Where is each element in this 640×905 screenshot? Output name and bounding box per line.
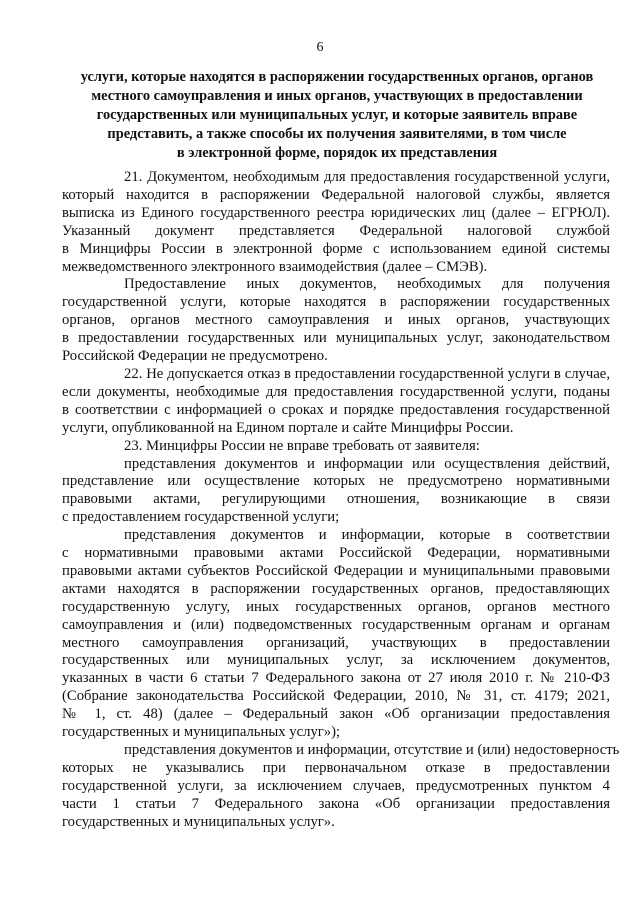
text-line: с нормативными правовыми актами Российской Федерации, нормативными — [62, 545, 610, 562]
text-line: который находится в распоряжении Федеральной налоговой службы, является — [62, 186, 610, 203]
text-line: органов, органов местного самоуправления и иных органов, участвующих — [62, 312, 610, 329]
text-line: которых не указывались при первоначальном отказе в предоставлении — [62, 759, 610, 776]
paragraph — [62, 456, 610, 528]
heading-line: услуги, которые находятся в распоряжении государственных органов, органов — [80, 69, 594, 85]
text-line: государственных и муниципальных услуг». — [62, 813, 335, 830]
text-line: государственных и муниципальных услуг»); — [62, 724, 341, 741]
text-line: Предоставление иных документов, необходимых для получения — [124, 276, 610, 293]
text-line: правовыми актами, регулирующими отношения, возникающие в связи — [62, 491, 610, 508]
text-line: в Минцифры России в электронной форме с использованием единой системы — [62, 240, 610, 257]
text-line: правовыми актами субъектов Российской Федерации и муниципальными правовыми — [62, 562, 610, 579]
text-line: (Собрание законодательства Российской Федерации, 2010, № 31, ст. 4179; 2021, — [62, 688, 610, 705]
heading-line: в электронной форме, порядок их представления — [176, 145, 498, 161]
heading-line: государственных или муниципальных услуг, и которые заявитель вправе — [96, 107, 578, 123]
text-line: № 1, ст. 48) (далее – Федеральный закон «Об организации предоставления — [62, 706, 610, 723]
heading-line: представить, а также способы их получения заявителями, в том числе — [107, 126, 567, 142]
text-line: указанных в части 6 статьи 7 Федерального закона от 27 июля 2010 г. № 210-ФЗ — [62, 670, 610, 687]
text-line: с предоставлением государственной услуги; — [62, 509, 340, 526]
text-line: части 1 статьи 7 Федерального закона «Об организации предоставления — [62, 795, 610, 812]
heading-line: местного самоуправления и иных органов, участвующих в предоставлении — [91, 88, 583, 104]
text-line: представления документов и информации, которые в соответствии — [124, 527, 610, 544]
text-line: в соответствии с информацией о сроках и порядке предоставления государственной — [62, 401, 610, 418]
paragraph — [62, 366, 610, 438]
text-line: актами находятся в распоряжении государственных органов, предоставляющих — [62, 580, 610, 597]
paragraph — [62, 276, 610, 366]
text-line: самоуправления и (или) подведомственных государственным органам и органам — [62, 616, 610, 633]
page-number: 6 — [316, 40, 324, 55]
paragraph — [62, 438, 610, 456]
text-line: государственной услуги, за исключением случаев, предусмотренных пунктом 4 — [62, 777, 610, 794]
text-line: в предоставлении государственных или муниципальных услуг, законодательством — [62, 330, 610, 347]
paragraph — [62, 527, 610, 742]
text-line: выписка из Единого государственного реестра юридических лиц (далее – ЕГРЮЛ). — [62, 204, 610, 221]
text-line: государственной услуги, которые находятся в распоряжении государственных — [62, 294, 610, 311]
text-line: 22. Не допускается отказ в предоставлении государственной услуги в случае, — [124, 365, 610, 382]
text-line: государственную услугу, иных государственных органов, органов местного — [62, 598, 610, 615]
text-line: межведомственного электронного взаимодействия (далее – СМЭВ). — [62, 258, 488, 275]
text-line: Указанный документ представляется Федеральной налоговой службой — [62, 222, 610, 239]
section-heading — [60, 68, 614, 163]
document-body — [62, 169, 620, 832]
text-line: 21. Документом, необходимым для предоставления государственной услуги, — [124, 169, 610, 185]
text-line: представление или осуществление которых не предусмотрено нормативными — [62, 473, 610, 490]
text-line: государственных или муниципальных услуг, за исключением документов, — [62, 652, 610, 669]
paragraph — [62, 169, 610, 276]
text-line: представления документов и информации или осуществления действий, — [124, 455, 610, 472]
paragraph — [62, 742, 620, 832]
text-line: 23. Минцифры России не вправе требовать от заявителя: — [124, 437, 480, 454]
text-line: Российской Федерации не предусмотрено. — [62, 348, 328, 365]
text-line: местного самоуправления организаций, участвующих в предоставлении — [62, 634, 610, 651]
text-line: если документы, необходимые для предоставления государственной услуги, поданы — [62, 383, 610, 400]
text-line: представления документов и информации, отсутствие и (или) недостоверность — [124, 742, 620, 758]
text-line: услуги, опубликованной на Едином портале и сайте Минцифры России. — [62, 419, 514, 436]
